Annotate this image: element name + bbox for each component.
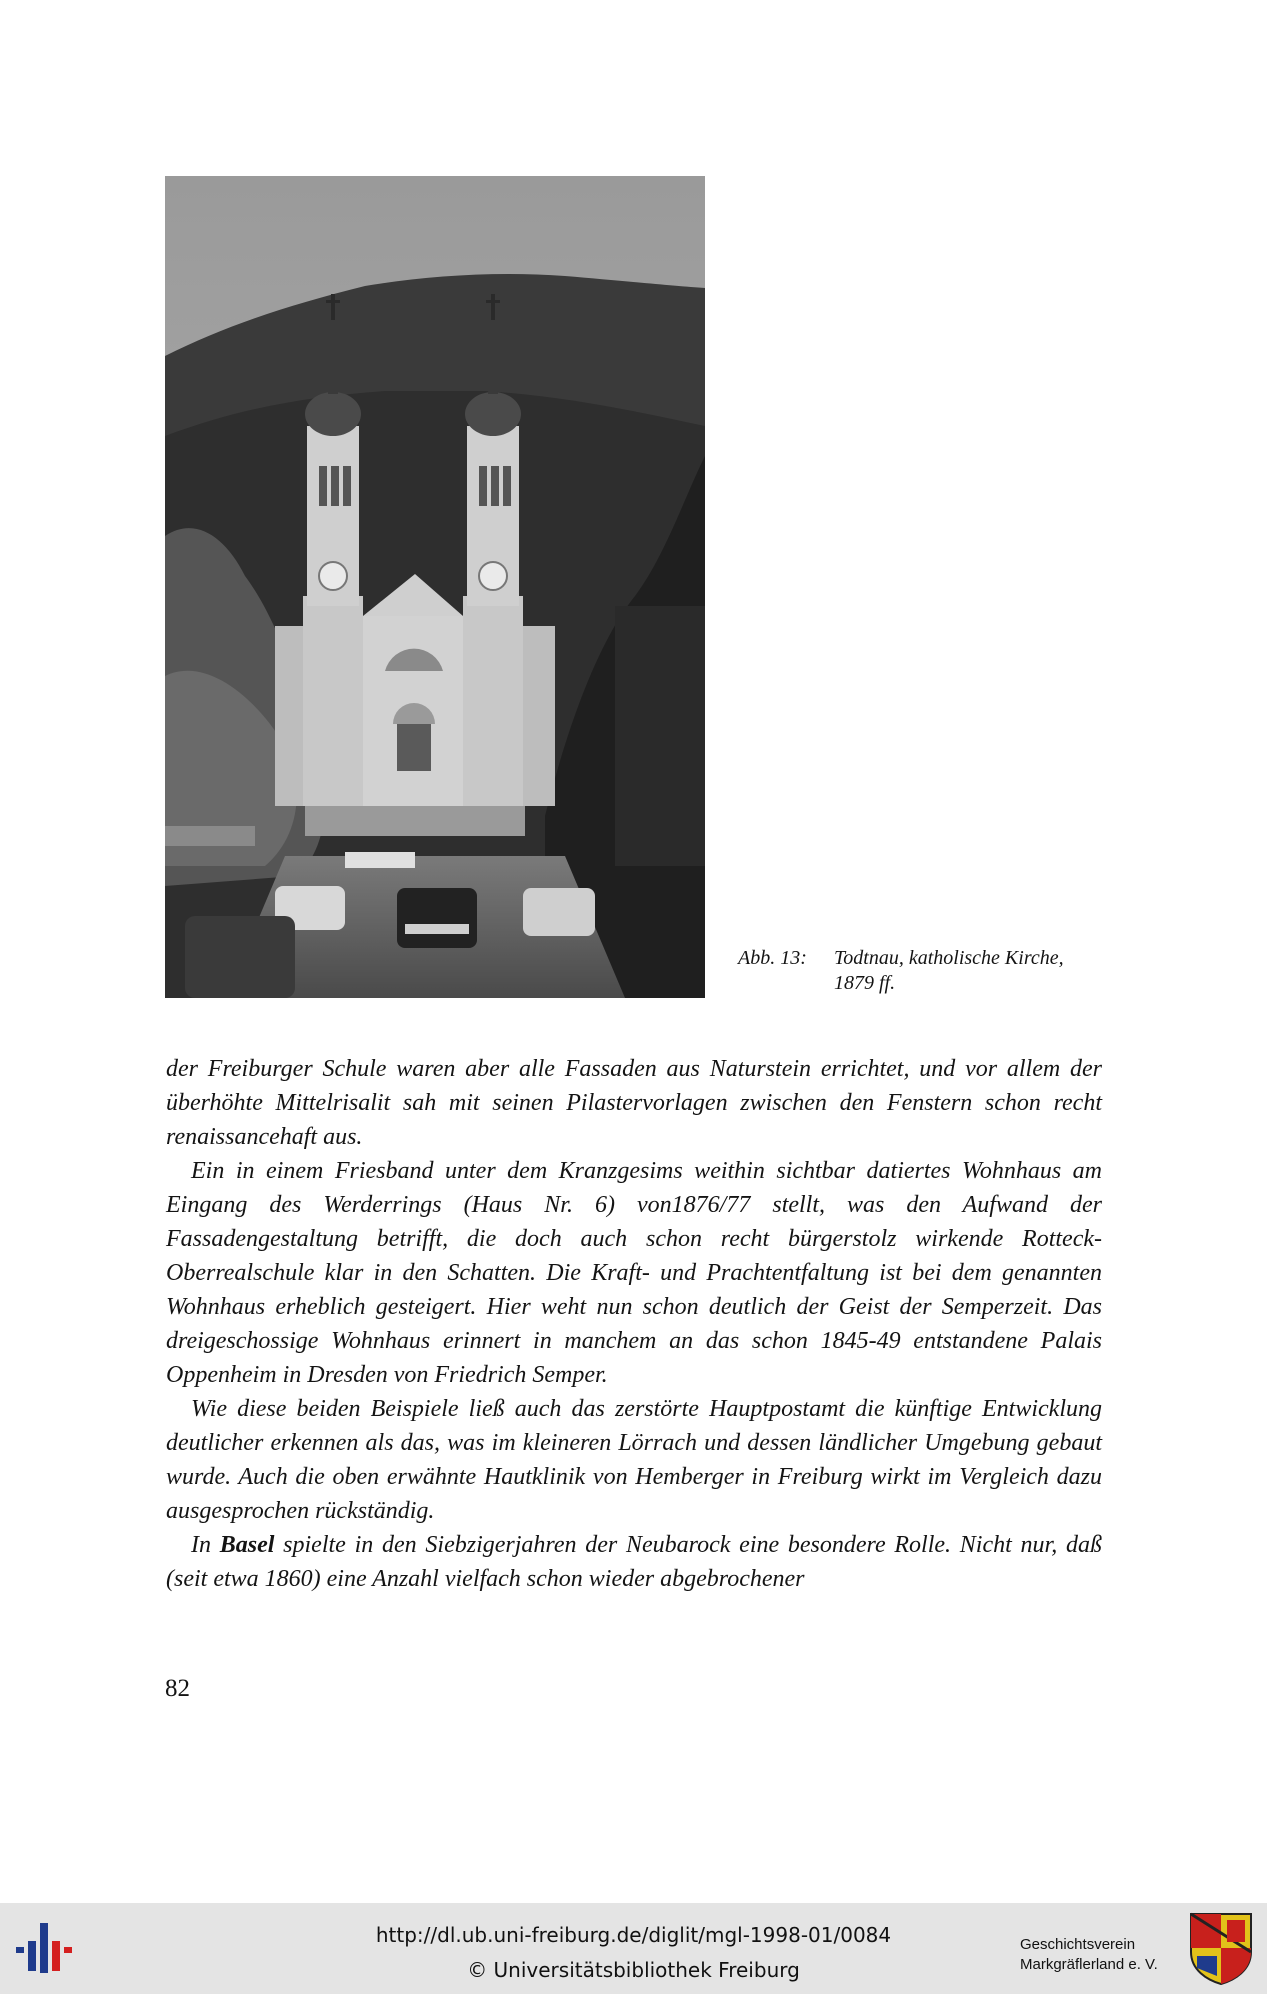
paragraph-4-prefix: In xyxy=(191,1532,220,1558)
paragraph-1: der Freiburger Schule waren aber alle Fassaden aus Naturstein errichtet, und vor allem der überhöhte Mittelrisalit sah mit seinen Pilastervorlagen zwischen den Fenstern schon recht renaissancehaft aus. xyxy=(166,1056,1102,1150)
basel-bold: Basel xyxy=(219,1532,275,1558)
figure-title: Todtnau, katholische Kirche, xyxy=(834,947,1064,969)
figure-caption xyxy=(738,946,1106,996)
figure-label: Abb. 13: xyxy=(738,947,807,969)
society-line-1: Geschichtsverein xyxy=(1020,1936,1136,1953)
footer-url-link[interactable]: http://dl.ub.uni-freiburg.de/diglit/mgl-1998-01/0084 xyxy=(375,1923,892,1947)
body-text xyxy=(166,1052,1102,1596)
page-number: 82 xyxy=(165,1675,190,1702)
society-name xyxy=(1020,1935,1158,1975)
paragraph-3: Wie diese beiden Beispiele ließ auch das zerstörte Hauptpostamt die künftige Entwicklung deutlicher erkennen als das, was im kleineren Lörrach und dessen ländlicher Umgebung gebaut wurde. Auch die oben erwähnte Hautklinik von Hemberger in Freiburg wirkt im Vergleich dazu ausgesprochen rückständig. xyxy=(166,1396,1102,1524)
paragraph-2: Ein in einem Friesband unter dem Kranzgesims weithin sichtbar datiertes Wohnhaus am Eingang des Werderrings (Haus Nr. 6) von1876/77 stellt, was den Aufwand der Fassadengestaltung betrifft, die doch auch schon recht bürgerstolz wirkende Rotteck-Oberrealschule klar in den Schatten. Die Kraft- und Prachtentfaltung ist bei dem genannten Wohnhaus erheblich gesteigert. Hier weht nun schon deutlich der Geist der Semperzeit. Das dreigeschossige Wohnhaus erinnert in manchem an das schon 1845-49 entstandene Palais Oppenheim in Dresden von Friedrich Semper. xyxy=(166,1158,1102,1388)
society-line-2: Markgräflerland e. V. xyxy=(1020,1956,1158,1973)
church-photo xyxy=(165,176,705,998)
figure-date: 1879 ff. xyxy=(834,972,896,994)
paragraph-4-rest: spielte in den Siebzigerjahren der Neubarock eine besondere Rolle. Nicht nur, daß (seit etwa 1860) eine Anzahl vielfach schon wieder abgebrochener xyxy=(166,1532,1102,1592)
paragraph-4 xyxy=(166,1528,1102,1596)
footer-bar xyxy=(0,1903,1267,1994)
footer-copyright: © Universitätsbibliothek Freiburg xyxy=(467,1958,800,1982)
coat-of-arms-icon xyxy=(1189,1912,1253,1991)
